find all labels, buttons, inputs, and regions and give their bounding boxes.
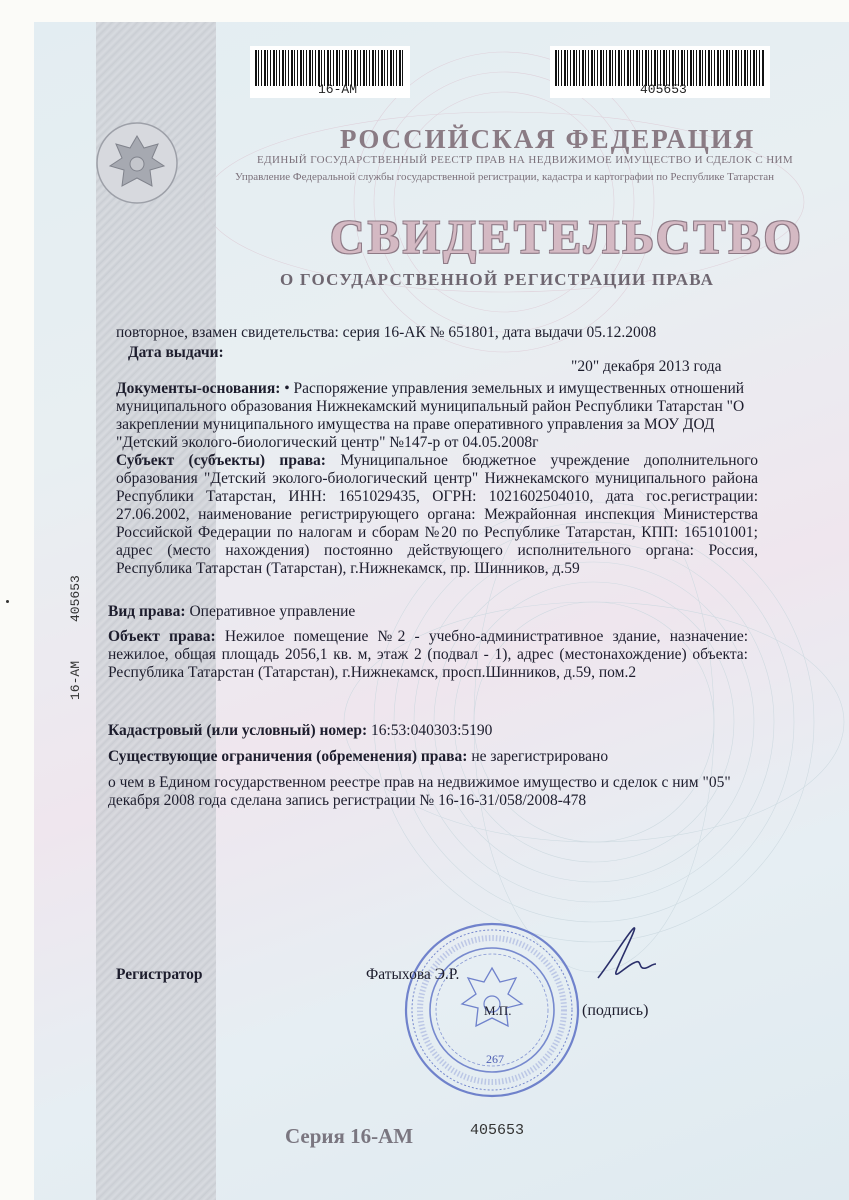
registration-record: о чем в Едином государственном реестре прав на недвижимое имущество и сделок с ним "05" декабря 2008 года сделана запись регистрации № 16-16-31/058/2008-478 xyxy=(108,774,731,809)
replacement-note: повторное, взамен свидетельства: серия 16-АК № 651801, дата выдачи 05.12.2008 xyxy=(116,324,657,341)
right-type-label: Вид права: xyxy=(108,603,186,620)
country-heading: РОССИЙСКАЯ ФЕДЕРАЦИЯ xyxy=(340,124,756,154)
cadastral-section xyxy=(108,722,748,740)
side-series-code: 16-АМ xyxy=(68,660,83,700)
subjects-value: Муниципальное бюджетное учреждение дополнительного образования "Детский эколого-биологический центр" Нижнекамского муниципального района Республики Татарстан, ИНН: 1651029435, ОГРН: 1021602504010, дата гос.регистрации: 27.06.2002, наименование регистрирующего органа: Межрайонная инспекция Министерства Российской Федерации по налогам и сборам №20 по Республике Татарстан, КПП: 165101001; адрес (место нахождения) постоянно действующего исполнительного органа: Россия, Республика Татарстан (Татарстан), г.Нижнекамск, пр. Шинников, д.59 xyxy=(116,452,759,577)
certificate-subtitle: О ГОСУДАРСТВЕННОЙ РЕГИСТРАЦИИ ПРАВА xyxy=(280,270,715,289)
seal-place-mark: М.П. xyxy=(484,1003,512,1018)
barcode-right xyxy=(555,50,765,86)
cadastral-label: Кадастровый (или условный) номер: xyxy=(108,722,368,739)
certificate-title: СВИДЕТЕЛЬСТВО xyxy=(330,211,804,264)
margin-dot xyxy=(6,600,9,603)
seal-number: 267 xyxy=(486,1052,504,1066)
registry-heading: ЕДИНЫЙ ГОСУДАРСТВЕННЫЙ РЕЕСТР ПРАВ НА НЕДВИЖИМОЕ ИМУЩЕСТВО И СДЕЛОК С НИМ xyxy=(257,154,794,166)
side-number-code: 405653 xyxy=(68,575,83,622)
issue-date-label: Дата выдачи: xyxy=(128,344,224,361)
footer-series: Серия 16-АМ xyxy=(285,1124,414,1148)
object-label: Объект права: xyxy=(108,628,216,645)
restrictions-section xyxy=(108,748,748,766)
right-type-value: Оперативное управление xyxy=(189,603,356,620)
coat-of-arms-emblem xyxy=(92,118,182,208)
object-value: Нежилое помещение №2 - учебно-административное здание, назначение: нежилое, общая площадь 2056,1 кв. м, этаж 2 (подвал - 1), адрес (местонахождение) объекта: Республика Татарстан (Татарстан), г.Нижнекамск, просп.Шинников, д.59, пом.2 xyxy=(108,628,748,681)
issue-date-value: "20" декабря 2013 года xyxy=(571,358,722,375)
registrar-label: Регистратор xyxy=(116,966,203,983)
barcode-left xyxy=(255,50,405,86)
restrictions-value: не зарегистрировано xyxy=(471,748,609,765)
signature-label: (подпись) xyxy=(582,1002,649,1019)
subjects-section xyxy=(116,452,758,578)
subjects-label: Субъект (субъекты) права: xyxy=(116,452,326,469)
documents-section xyxy=(116,380,756,452)
cadastral-value: 16:53:040303:5190 xyxy=(370,722,493,739)
barcode-left-code: 16-АМ xyxy=(318,82,358,97)
handwritten-signature xyxy=(590,920,660,990)
documents-label: Документы-основания: xyxy=(116,380,281,397)
documents-value: • Распоряжение управления земельных и имущественных отношений муниципального образования Нижнекамский муниципальный район Республики Татарстан "О закреплении муниципального имущества на праве оперативного управления за МОУ ДОД "Детский эколого-биологический центр" №147-р от 04.05.2008г xyxy=(116,380,745,451)
right-type-section xyxy=(108,603,748,621)
authority-heading: Управление Федеральной службы государственной регистрации, кадастра и картографии по Республике Татарстан xyxy=(235,171,775,183)
restrictions-label: Существующие ограничения (обременения) права: xyxy=(108,748,468,765)
object-section xyxy=(108,628,748,682)
registrar-name: Фатыхова Э.Р. xyxy=(366,966,460,983)
barcode-right-code: 405653 xyxy=(640,82,687,97)
footer-number: 405653 xyxy=(470,1122,525,1139)
